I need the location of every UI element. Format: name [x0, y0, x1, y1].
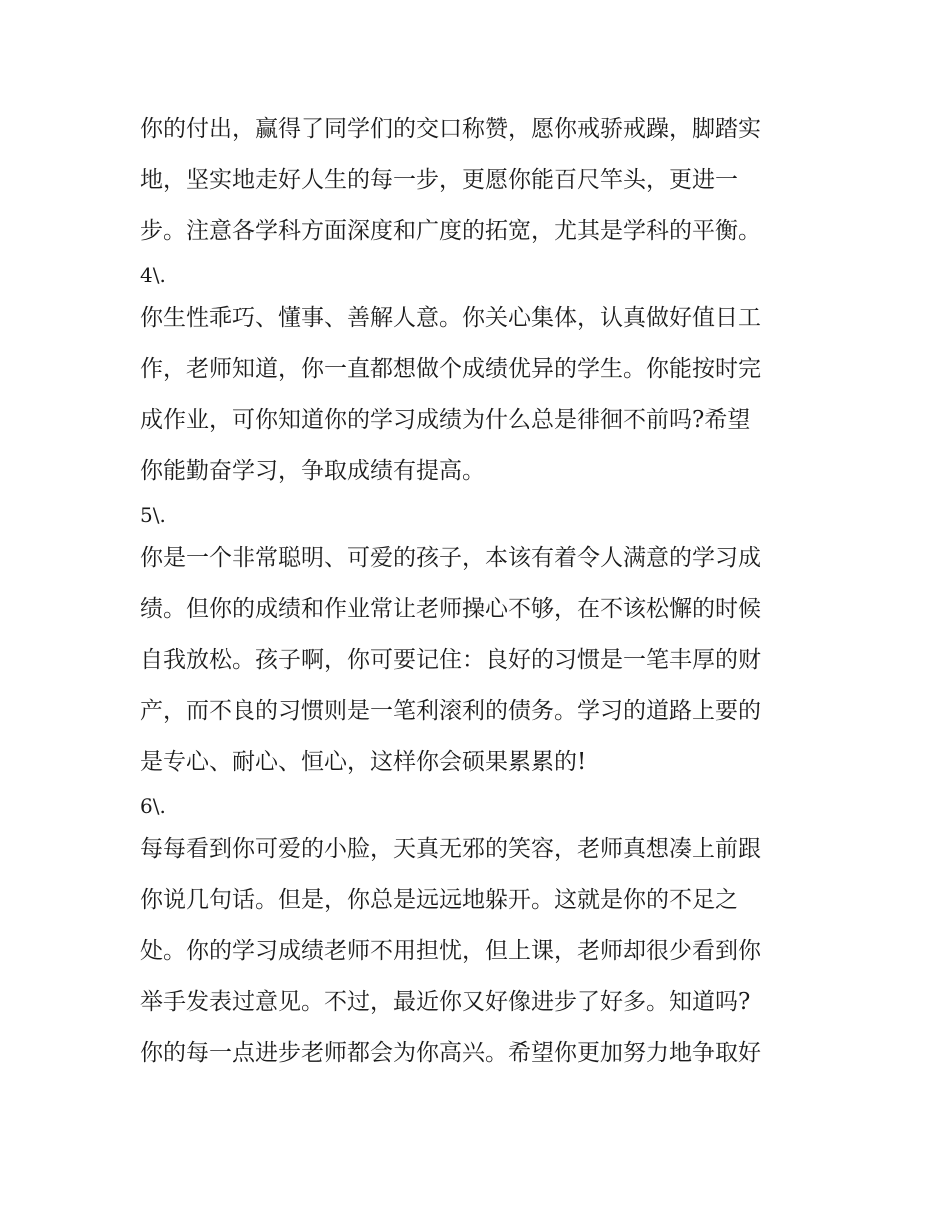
text-line: 产，而不良的习惯则是一笔利滚利的债务。学习的道路上要的	[140, 698, 761, 724]
text-line: 步。注意各学科方面深度和广度的拓宽，尤其是学科的平衡。	[140, 218, 761, 244]
text-line: 作，老师知道，你一直都想做个成绩优异的学生。你能按时完	[140, 356, 761, 382]
text-line: 你生性乖巧、懂事、善解人意。你关心集体，认真做好值日工	[140, 305, 761, 331]
item-number-4: 4\.	[140, 263, 166, 287]
text-line: 是专心、耐心、恒心，这样你会硕果累累的!	[140, 749, 587, 775]
text-line: 地，坚实地走好人生的每一步，更愿你能百尺竿头，更进一	[140, 167, 738, 193]
text-line: 绩。但你的成绩和作业常让老师操心不够，在不该松懈的时候	[140, 596, 761, 622]
text-line: 处。你的学习成绩老师不用担忧，但上课，老师却很少看到你	[140, 938, 761, 964]
item-number-5: 5\.	[140, 503, 166, 527]
paragraph-4	[140, 293, 830, 497]
paragraph-6	[140, 824, 830, 1079]
text-line: 举手发表过意见。不过，最近你又好像进步了好多。知道吗?	[140, 989, 751, 1015]
text-line: 你的付出，赢得了同学们的交口称赞，愿你戒骄戒躁，脚踏实	[140, 116, 761, 142]
text-line: 每每看到你可爱的小脸，天真无邪的笑容，老师真想凑上前跟	[140, 836, 761, 862]
text-line: 成作业，可你知道你的学习成绩为什么总是徘徊不前吗?希望	[140, 407, 751, 433]
paragraph-5	[140, 533, 830, 788]
text-line: 你能勤奋学习，争取成绩有提高。	[140, 458, 485, 484]
text-line: 你的每一点进步老师都会为你高兴。希望你更加努力地争取好	[140, 1040, 761, 1066]
text-line: 自我放松。孩子啊，你可要记住：良好的习惯是一笔丰厚的财	[140, 647, 761, 673]
document-body	[140, 104, 830, 1079]
text-line: 你是一个非常聪明、可爱的孩子，本该有着令人满意的学习成	[140, 545, 761, 571]
item-number-6: 6\.	[140, 794, 166, 818]
text-line: 你说几句话。但是，你总是远远地躲开。这就是你的不足之	[140, 887, 738, 913]
paragraph-3-continued	[140, 104, 830, 257]
